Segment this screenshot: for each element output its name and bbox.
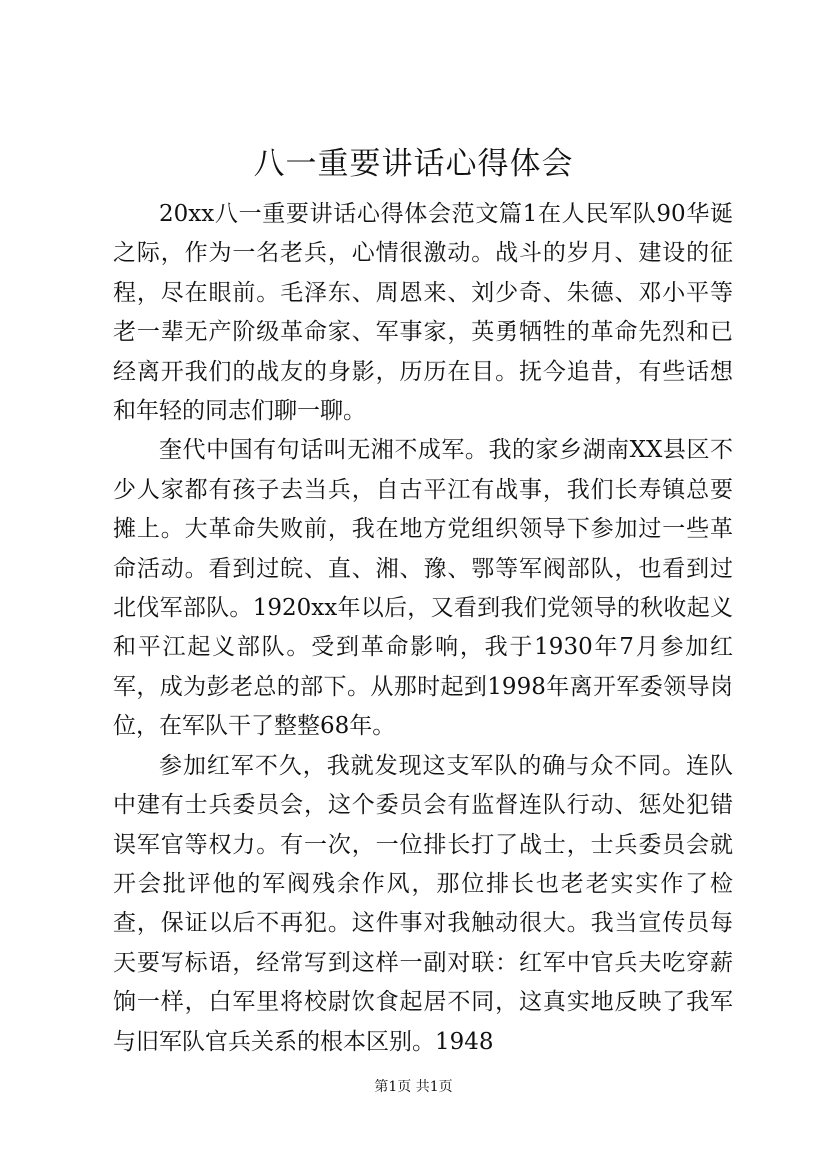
document-body	[113, 195, 733, 1062]
paragraph-3: 参加红军不久，我就发现这支军队的确与众不同。连队中建有士兵委员会，这个委员会有监督连队行动、惩处犯错误军官等权力。有一次，一位排长打了战士，士兵委员会就开会批评他的军阀残余作风，那位排长也老老实实作了检查，保证以后不再犯。这件事对我触动很大。我当宣传员每天要写标语，经常写到这样一副对联：红军中官兵夫吃穿薪饷一样，白军里将校尉饮食起居不同，这真实地反映了我军与旧军队官兵关系的根本区别。1948	[113, 752, 733, 1055]
paragraph-2: 奎代中国有句话叫无湘不成军。我的家乡湖南XX县区不少人家都有孩子去当兵，自古平江有战事，我们长寿镇总要摊上。大革命失败前，我在地方党组织领导下参加过一些革命活动。看到过皖、直、湘、豫、鄂等军阀部队，也看到过北伐军部队。1920xx年以后，又看到我们党领导的秋收起义和平江起义部队。受到革命影响，我于1930年7月参加红军，成为彭老总的部下。从那时起到1998年离开军委领导岗位，在军队干了整整68年。	[113, 437, 733, 740]
page-footer: 第1页 共1页	[374, 1079, 453, 1095]
paragraph-1: 20xx八一重要讲话心得体会范文篇1在人民军队90华诞之际，作为一名老兵，心情很激动。战斗的岁月、建设的征程，尽在眼前。毛泽东、周恩来、刘少奇、朱德、邓小平等老一辈无产阶级革命家、军事家，英勇牺牲的革命先烈和已经离开我们的战友的身影，历历在目。抚今追昔，有些话想和年轻的同志们聊一聊。	[113, 201, 733, 425]
page-title: 八一重要讲话心得体会	[253, 146, 574, 182]
